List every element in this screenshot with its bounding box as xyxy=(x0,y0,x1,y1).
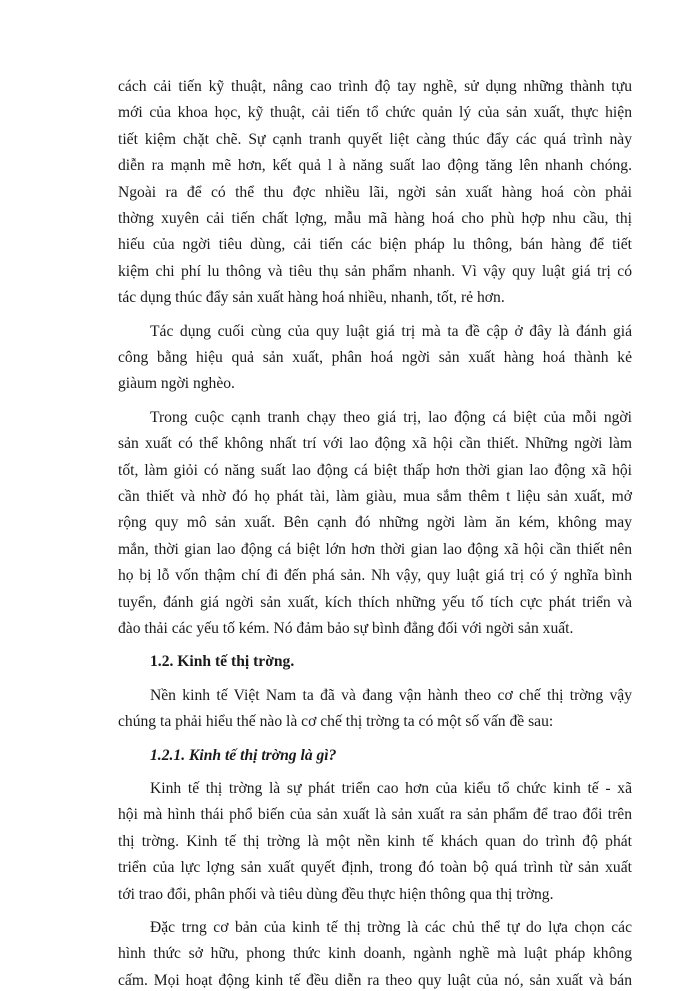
paragraph-line: họ bị lỗ vốn thậm chí đi đến phá sản. Nh vậy, quy luật giá trị có ý nghĩa bình xyxy=(118,567,632,584)
paragraph-line: thị trờng. Kinh tế thị trờng là một nền kinh tế khách quan do trình độ phát xyxy=(118,833,632,850)
paragraph-line: hội mà hình thái phổ biến của sản xuất là sản xuất ra sản phẩm để trao đổi trên xyxy=(118,806,632,823)
paragraph-line: chúng ta phải hiểu thế nào là cơ chế thị trờng ta có một số vấn đề sau: xyxy=(118,713,554,730)
paragraph-line: Trong cuộc cạnh tranh chạy theo giá trị, lao động cá biệt của mỗi ngời xyxy=(150,409,632,426)
paragraph-line: tốt, làm giỏi có năng suất lao động cá biệt thấp hơn thời gian lao động xã hội xyxy=(118,462,632,479)
paragraph-line: hình thức sở hữu, phong thức kinh doanh, ngành nghề mà luật pháp không xyxy=(118,945,632,962)
paragraph-line: Kinh tế thị trờng là sự phát triển cao hơn của kiểu tổ chức kinh tế - xã xyxy=(150,780,632,797)
paragraph-line: tới trao đổi, phân phối và tiêu dùng đều thực hiện thông qua thị trờng. xyxy=(118,886,554,903)
paragraph-line: Nền kinh tế Việt Nam ta đã và đang vận hành theo cơ chế thị trờng vậy xyxy=(150,687,632,704)
paragraph-line: Đặc trng cơ bản của kinh tế thị trờng là các chủ thể tự do lựa chọn các xyxy=(150,919,632,936)
paragraph-line: Ngoài ra để có thể thu đợc nhiều lãi, ngời sản xuất hàng hoá còn phải xyxy=(118,184,632,201)
paragraph-line: hiếu của ngời tiêu dùng, cải tiến các biện pháp lu thông, bán hàng để tiết xyxy=(118,236,632,253)
paragraph-line: tiết kiệm chặt chẽ. Sự cạnh tranh quyết liệt càng thúc đẩy các quá trình này xyxy=(118,131,632,148)
paragraph-line: diễn ra mạnh mẽ hơn, kết quả l à năng suất lao động tăng lên nhanh chóng. xyxy=(118,157,632,174)
paragraph-line: cần thiết và nhờ đó họ phát tài, làm giàu, mua sắm thêm t liệu sản xuất, mở xyxy=(118,488,632,505)
paragraph-line: sản xuất có thể không nhất trí với lao động xã hội cần thiết. Những ngời làm xyxy=(118,435,632,452)
paragraph-line: triển của lực lợng sản xuất quyết định, trong đó toàn bộ quá trình từ sản xuất xyxy=(118,859,632,876)
paragraph-line: giàum ngời nghèo. xyxy=(118,375,235,392)
paragraph-line: cấm. Mọi hoạt động kinh tế đều diễn ra theo quy luật của nó, sản xuất và bán xyxy=(118,972,632,989)
paragraph-line: cách cải tiến kỹ thuật, nâng cao trình độ tay nghề, sử dụng những thành tựu xyxy=(118,78,632,95)
paragraph-line: thờng xuyên cải tiến chất lợng, mẫu mã hàng hoá cho phù hợp nhu cầu, thị xyxy=(118,210,632,227)
paragraph-line: Tác dụng cuối cùng của quy luật giá trị mà ta đề cập ở đây là đánh giá xyxy=(150,323,632,340)
section-heading: 1.2. Kinh tế thị trờng. xyxy=(150,653,295,671)
paragraph-line: tuyển, đánh giá ngời sản xuất, kích thích những yếu tố tích cực phát triển và xyxy=(118,594,632,611)
paragraph-line: rộng quy mô sản xuất. Bên cạnh đó những ngời làm ăn kém, không may xyxy=(118,514,632,531)
subsection-heading: 1.2.1. Kinh tế thị trờng là gì? xyxy=(150,746,337,764)
paragraph-line: mới của khoa học, kỹ thuật, cải tiến tổ chức quản lý của sản xuất, thực hiện xyxy=(118,104,632,121)
paragraph-line: mắn, thời gian lao động cá biệt lớn hơn thời gian lao động xã hội cần thiết nên xyxy=(118,541,632,558)
paragraph-line: kiệm chi phí lu thông và tiêu thụ sản phẩm nhanh. Vì vậy quy luật giá trị có xyxy=(118,263,632,280)
paragraph-line: công bằng hiệu quả sản xuất, phân hoá ngời sản xuất hàng hoá thành kẻ xyxy=(118,349,632,366)
paragraph-line: tác dụng thúc đẩy sản xuất hàng hoá nhiều, nhanh, tốt, rẻ hơn. xyxy=(118,289,505,306)
paragraph-line: đào thải các yếu tố kém. Nó đảm bảo sự bình đẳng đối với ngời sản xuất. xyxy=(118,620,574,637)
